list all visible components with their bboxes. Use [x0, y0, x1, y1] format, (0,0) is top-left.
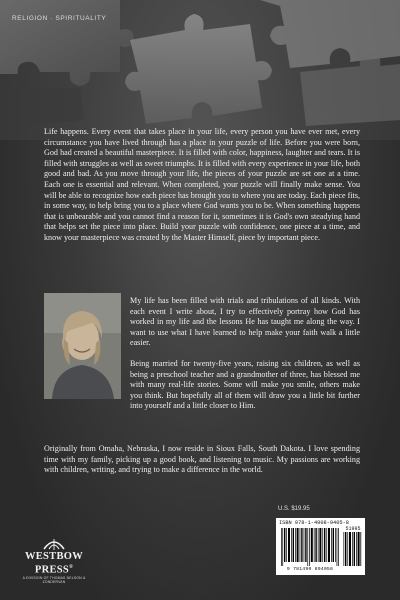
registered-mark: ®: [69, 565, 74, 570]
author-photo: [44, 293, 121, 399]
publisher-division: A DIVISION OF THOMAS NELSON & ZONDERVAN: [22, 575, 86, 584]
westbow-bow-icon: [43, 537, 65, 551]
isbn-number: ISBN 978-1-4908-9405-8: [279, 520, 349, 526]
author-bio-paragraph-1: My life has been filled with trials and tribulations of all kinds. With each event I write about, I try to effectively portray how God has worked in my life and the lessons He has taught me along the way. I want to use what I have learned to help make your faith walk a little easier.: [130, 296, 360, 348]
price-addon-code: 51995: [345, 526, 361, 532]
ean-barcode-bars: [280, 528, 340, 566]
author-origin-paragraph: Originally from Omaha, Nebraska, I now reside in Sioux Falls, South Dakota. I love spending time with my family, picking up a good book, and listening to music. My passions are working with children, writing, and trying to make a difference in the world.: [44, 444, 360, 475]
publisher-logo: [14, 537, 94, 584]
price-addon-bars: [343, 532, 362, 566]
author-bio: [130, 296, 360, 422]
isbn-barcode: [276, 518, 365, 575]
author-bio-paragraph-2: Being married for twenty-five years, raising six children, as well as being a preschool teacher and a grandmother of three, has blessed me with many real-life stories. Some will make you smile, others make you think. But hopefully all of them will draw you a little bit further into yourself and a little closer to Him.: [130, 358, 360, 411]
category-label: RELIGION · SPIRITUALITY: [12, 15, 107, 22]
author-portrait-image: [44, 293, 121, 399]
barcode-digits: 9 781490 894058: [286, 567, 334, 572]
book-description: Life happens. Every event that takes place in your life, every person you have ever met, every circumstance you have lived through has a place in your puzzle of life. Before you were born, God had created a beautiful masterpiece. It is filled with color, happiness, laughter and tears. It is filled with struggles as well as sweet triumphs. It is filled with every experience in your life, both good and bad. As you move through your life, the pieces of your puzzle are set one at a time. Each one is essential and relevant. When completed, your puzzle will finally make sense. You will be able to recognize how each piece has brought you to where you are today. Each piece fits, in some way, to help bring you to a place where God wants you to be. When something happens that is unbearable and you cannot find a reason for it, sometimes it is God's own steadying hand that helps set the piece into place. Build your puzzle with confidence, one piece at a time, and know your masterpiece was created by the Master Himself, piece by important piece.: [44, 127, 360, 242]
publisher-name: WESTBOW PRESS®: [24, 551, 84, 576]
price-label: U.S. $19.95: [278, 506, 310, 512]
